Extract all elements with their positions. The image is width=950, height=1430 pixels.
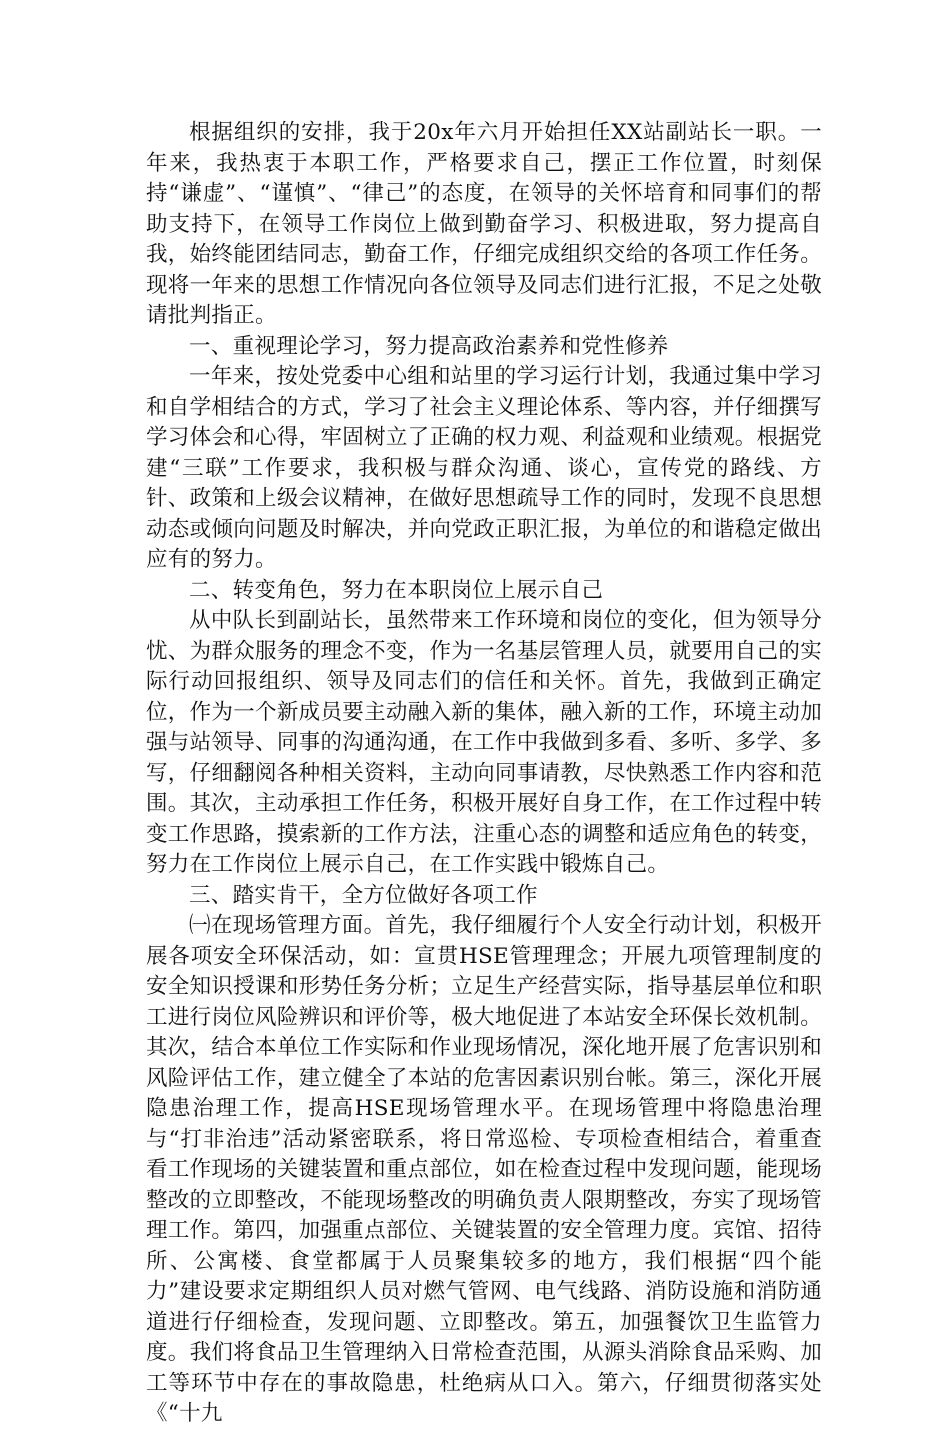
- section-heading-3: 三、踏实肯干，全方位做好各项工作: [189, 882, 538, 908]
- document-page: [146, 118, 822, 1430]
- paragraph-section-3: ㈠在现场管理方面。首先，我仔细履行个人安全行动计划，积极开展各项安全环保活动，如：宣贯HSE管理理念；开展九项管理制度的安全知识授课和形势任务分析；立足生产经营实际，指导基层单位和职工进行岗位风险辨识和评价等，极大地促进了本站安全环保长效机制。其次，结合本单位工作实际和作业现场情况，深化地开展了危害识别和风险评估工作，建立健全了本站的危害因素识别台帐。第三，深化开展隐患治理工作，提高HSE现场管理水平。在现场管理中将隐患治理与“打非治违”活动紧密联系，将日常巡检、专项检查相结合，着重查看工作现场的关键装置和重点部位，如在检查过程中发现问题，能现场整改的立即整改，不能现场整改的明确负责人限期整改，夯实了现场管理工作。第四，加强重点部位、关键装置的安全管理力度。宾馆、招待所、公寓楼、食堂都属于人员聚集较多的地方，我们根据“四个能力”建设要求定期组织人员对燃气管网、电气线路、消防设施和消防通道进行仔细检查，发现问题、立即整改。第五，加强餐饮卫生监管力度。我们将食品卫生管理纳入日常检查范围，从源头消除食品采购、加工等环节中存在的事故隐患，杜绝病从口入。第六，仔细贯彻落实处《“十九: [146, 913, 822, 1426]
- paragraph-section-2: 从中队长到副站长，虽然带来工作环境和岗位的变化，但为领导分忧、为群众服务的理念不变，作为一名基层管理人员，就要用自己的实际行动回报组织、领导及同志们的信任和关怀。首先，我做到正确定位，作为一个新成员要主动融入新的集体，融入新的工作，环境主动加强与站领导、同事的沟通沟通，在工作中我做到多看、多听、多学、多写，仔细翻阅各种相关资料，主动向同事请教，尽快熟悉工作内容和范围。其次，主动承担工作任务，积极开展好自身工作，在工作过程中转变工作思路，摸索新的工作方法，注重心态的调整和适应角色的转变，努力在工作岗位上展示自己，在工作实践中锻炼自己。: [146, 608, 822, 877]
- paragraph-intro: 根据组织的安排，我于20x年六月开始担任XX站副站长一职。一年来，我热衷于本职工作，严格要求自己，摆正工作位置，时刻保持“谦虚”、“谨慎”、“律己”的态度，在领导的关怀培育和同事们的帮助支持下，在领导工作岗位上做到勤奋学习、积极进取，努力提高自我，始终能团结同志，勤奋工作，仔细完成组织交给的各项工作任务。现将一年来的思想工作情况向各位领导及同志们进行汇报，不足之处敬请批判指正。: [146, 120, 822, 328]
- section-heading-2: 二、转变角色，努力在本职岗位上展示自己: [189, 577, 604, 603]
- paragraph-section-1: 一年来，按处党委中心组和站里的学习运行计划，我通过集中学习和自学相结合的方式，学习了社会主义理论体系、等内容，并仔细撰写学习体会和心得，牢固树立了正确的权力观、利益观和业绩观。根据党建“三联”工作要求，我积极与群众沟通、谈心，宣传党的路线、方针、政策和上级会议精神，在做好思想疏导工作的同时，发现不良思想动态或倾向问题及时解决，并向党政正职汇报，为单位的和谐稳定做出应有的努力。: [146, 364, 822, 572]
- section-heading-1: 一、重视理论学习，努力提高政治素养和党性修养: [189, 333, 669, 359]
